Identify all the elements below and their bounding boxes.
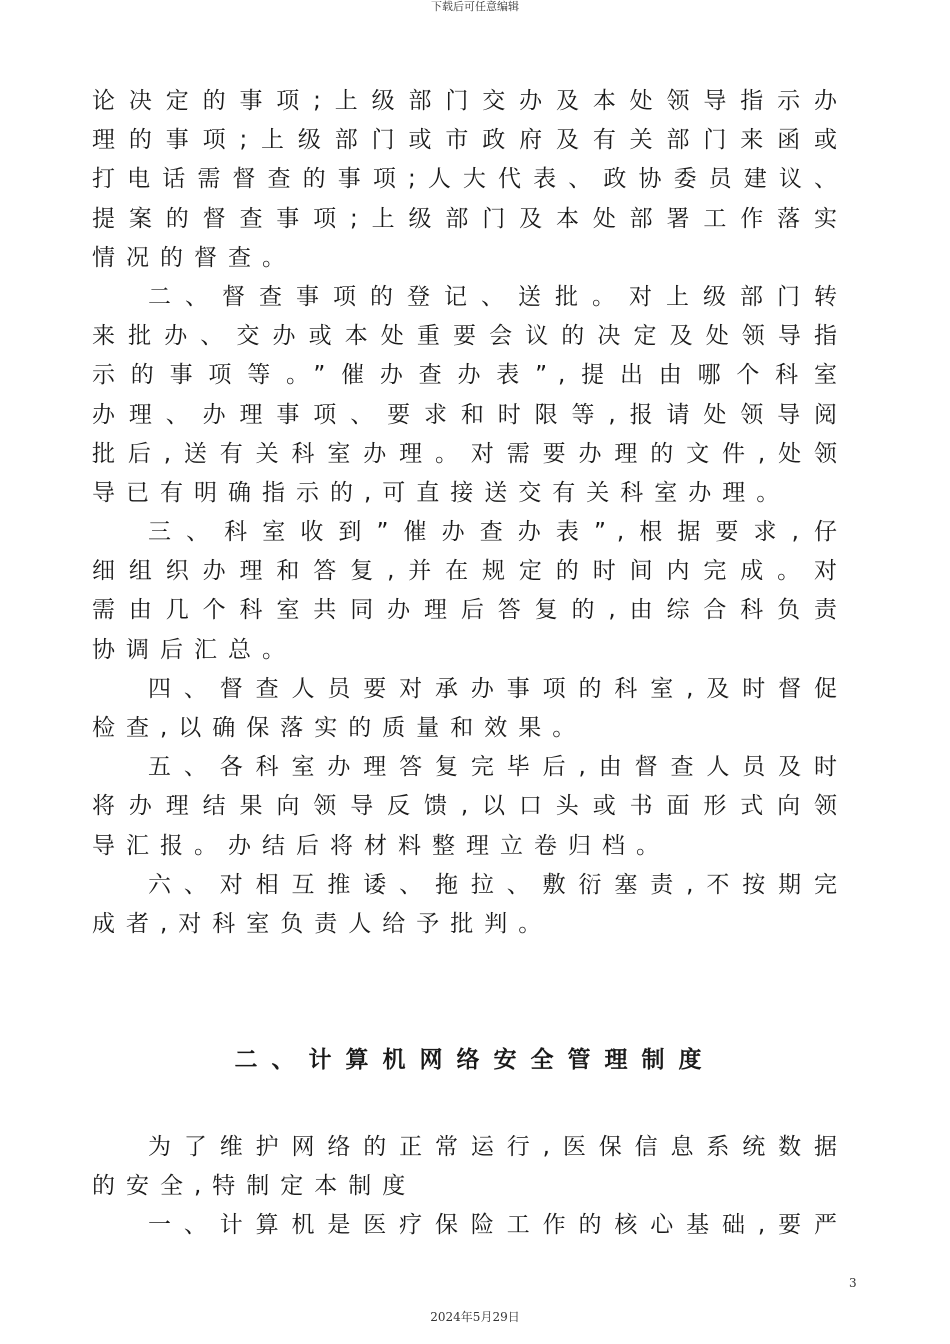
text-line: 论决定的事项;上级部门交办及本处领导指示办 <box>92 88 848 114</box>
text-line: 细组织办理和答复,并在规定的时间内完成。对 <box>92 558 848 585</box>
text-line: 需由几个科室共同办理后答复的,由综合科负责 <box>92 597 848 624</box>
text-line: 来批办、交办或本处重要会议的决定及处领导指 <box>92 323 848 350</box>
text-line: 协调后汇总。 <box>92 636 296 663</box>
text-line: 示的事项等。”催办查办表”,提出由哪个科室 <box>92 362 848 389</box>
paragraph-start-line: 二、督查事项的登记、送批。对上级部门转 <box>148 283 848 310</box>
text-line: 导已有明确指示的,可直接送交有关科室办理。 <box>92 479 791 506</box>
paragraph-start-line: 一、计算机是医疗保险工作的核心基础,要严 <box>148 1212 848 1239</box>
text-line: 检查,以确保落实的质量和效果。 <box>92 715 587 741</box>
page-number: 3 <box>849 1276 857 1290</box>
section-title: 二、计算机网络安全管理制度 <box>234 1047 716 1073</box>
text-line: 成者,对科室负责人给予批判。 <box>92 910 553 937</box>
text-line: 办理、办理事项、要求和时限等,报请处领导阅 <box>92 401 848 428</box>
text-line: 批后,送有关科室办理。对需要办理的文件,处领 <box>92 440 848 467</box>
paragraph-start-line: 四、督查人员要对承办事项的科室,及时督促 <box>148 675 848 702</box>
section1-body <box>92 82 848 944</box>
paragraph-start-line: 为了维护网络的正常运行,医保信息系统数据 <box>148 1134 848 1160</box>
text-line: 情况的督查。 <box>92 244 296 271</box>
footer-date: 2024年5月29日 <box>430 1310 520 1324</box>
page-header: 下载后可任意编辑 <box>431 0 519 13</box>
text-line: 理的事项;上级部门或市政府及有关部门来函或 <box>92 127 848 154</box>
text-line: 的安全,特制定本制度 <box>92 1173 417 1200</box>
paragraph-start-line: 五、各科室办理答复完毕后,由督查人员及时 <box>148 754 848 781</box>
text-line: 提案的督查事项;上级部门及本处部署工作落实 <box>92 205 848 232</box>
paragraph-start-line: 六、对相互推诿、拖拉、敷衍塞责,不按期完 <box>148 871 848 898</box>
text-line: 将办理结果向领导反馈,以口头或书面形式向领 <box>92 793 848 820</box>
text-line: 打电话需督查的事项;人大代表、政协委员建议、 <box>92 166 848 193</box>
paragraph-start-line: 三、科室收到”催办查办表”,根据要求,仔 <box>148 519 848 546</box>
section2-body <box>92 1128 848 1246</box>
text-line: 导汇报。办结后将材料整理立卷归档。 <box>92 832 670 859</box>
